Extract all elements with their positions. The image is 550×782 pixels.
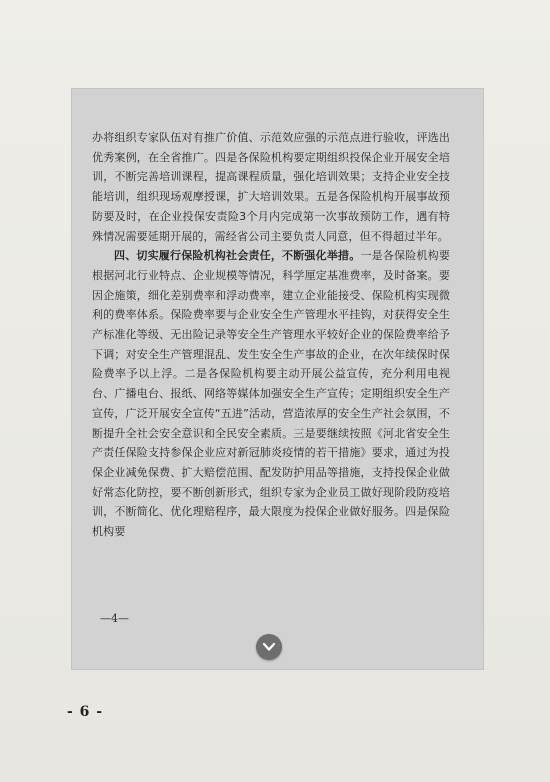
paragraph-2-text: 一是各保险机构要根据河北行业特点、企业规模等情况，科学厘定基准费率，及时备案。要因企施策，细化差别费率和浮动费率，建立企业能接受、保险机构实现微利的费率体系。保险费率要与企业安全生产管理水平挂钩，对获得安全生产标准化等级、无出险记录等安全生产管理水平较好企业的保险费率给予下调；对安全生产管理混乱、发生安全生产事故的企业，在次年续保时保险费率予以上浮。二是各保险机构要主动开展公益宣传，充分利用电视台、广播电台、报纸、网络等媒体加强安全生产宣传；定期组织安全生产宣传，广泛开展安全宣传“五进”活动，营造浓厚的安全生产社会氛围，不断提升全社会安全意识和全民安全素质。三是要继续按照《河北省安全生产责任保险支持参保企业应对新冠肺炎疫情的若干措施》要求，通过为投保企业减免保费、扩大赔偿范围、配发防护用品等措施，支持投保企业做好常态化防控，要不断创新形式，组织专家为企业员工做好现阶段防疫培训，不断简化、优化理赔程序，最大限度为投保企业做好服务。四是保险机构要 <box>92 249 450 539</box>
outer-page-number: - 6 - <box>67 704 104 720</box>
chevron-down-icon <box>262 640 276 654</box>
scroll-down-button[interactable] <box>256 634 282 660</box>
paragraph-2 <box>92 246 450 542</box>
document-body <box>92 128 450 542</box>
inner-page-number: —4— <box>100 612 129 625</box>
paragraph-1: 办将组织专家队伍对有推广价值、示范效应强的示范点进行验收，评选出优秀案例，在全省推广。四是各保险机构要定期组织投保企业开展安全培训，不断完善培训课程，提高课程质量，强化培训效果；支持企业安全技能培训，组织现场观摩授课，扩大培训效果。五是各保险机构开展事故预防要及时，在企业投保安责险3个月内完成第一次事故预防工作，遇有特殊情况需要延期开展的，需经省公司主要负责人同意，但不得超过半年。 <box>92 131 450 243</box>
section-heading: 四、切实履行保险机构社会责任，不断强化举措。 <box>114 249 361 263</box>
